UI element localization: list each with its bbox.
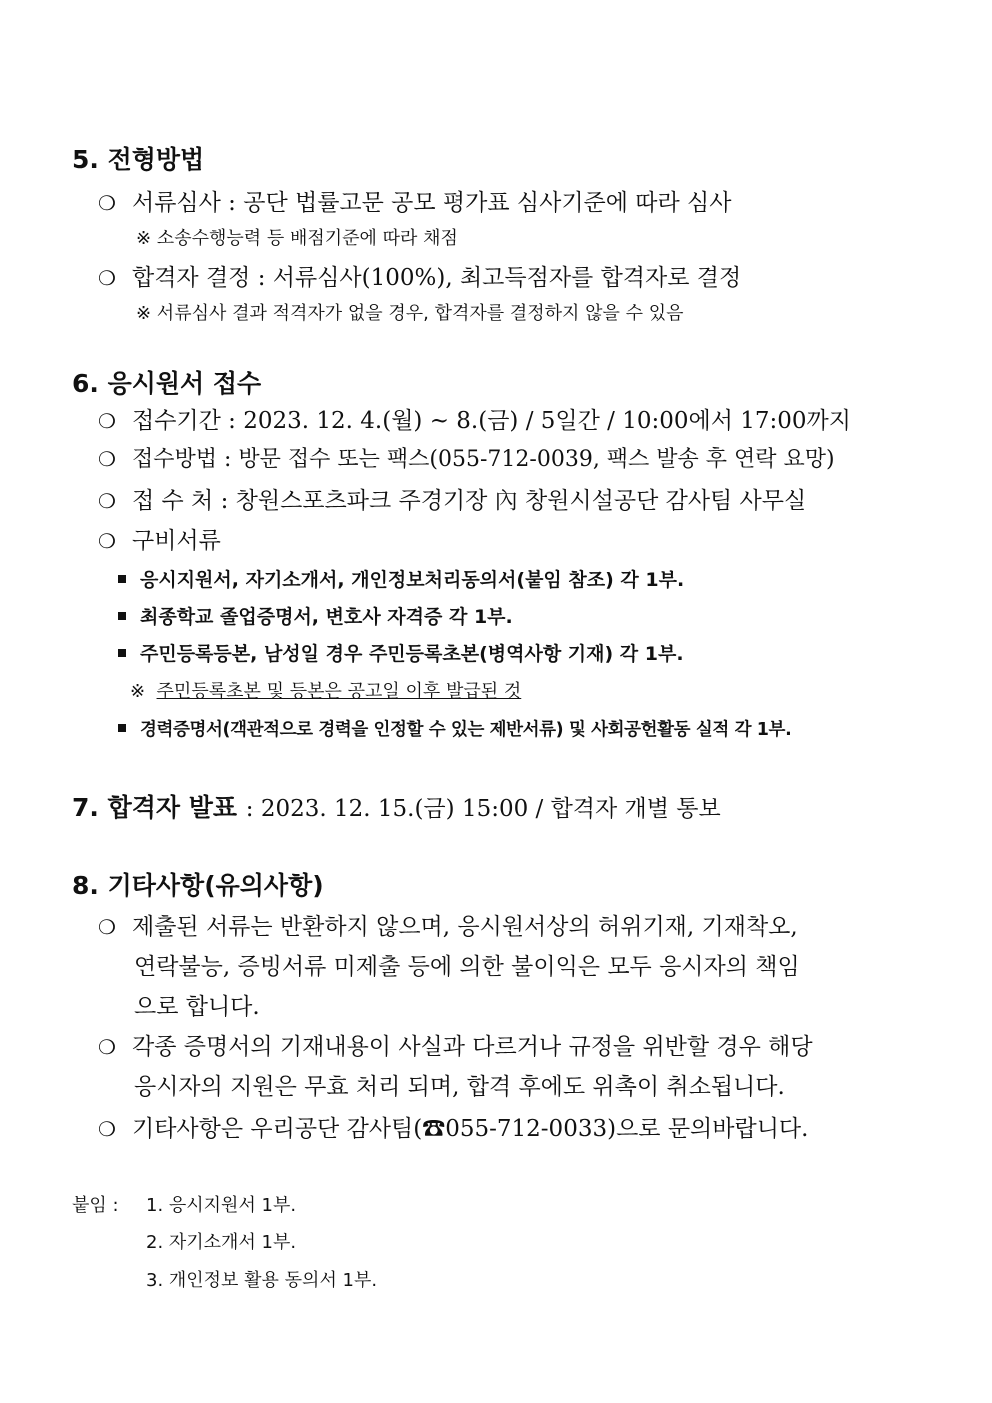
circle-marker-icon: ❍ (98, 489, 116, 513)
section-7 (72, 788, 721, 824)
circle-marker-icon: ❍ (98, 447, 116, 471)
section-8-title: 8. 기타사항(유의사항) (72, 871, 324, 900)
s8-item-2: ❍ 각종 증명서의 기재내용이 사실과 다르거나 규정을 위반할 경우 해당 (98, 1034, 813, 1060)
attachment-2: 2. 자기소개서 1부. (146, 1232, 297, 1253)
square-bullet-icon (118, 724, 126, 732)
circle-marker-icon: ❍ (98, 409, 116, 433)
s6-bullet-3: 주민등록등본, 남성일 경우 주민등록초본(병역사항 기재) 각 1부. (118, 639, 684, 666)
s5-note-2: ※ 서류심사 결과 적격자가 없을 경우, 합격자를 결정하지 않을 수 있음 (136, 303, 684, 324)
s6-bullet-4: 경력증명서(객관적으로 경력을 인정할 수 있는 제반서류) 및 사회공헌활동 실적 각 1부. (118, 716, 791, 741)
s6-item-1: ❍ 접수기간 : 2023. 12. 4.(월) ~ 8.(금) / 5일간 / 10:00에서 17:00까지 (98, 408, 851, 434)
s6-bullet-1: 응시지원서, 자기소개서, 개인정보처리동의서(붙임 참조) 각 1부. (118, 565, 684, 592)
phone-number: ☎055-712-0033 (422, 1116, 608, 1142)
s6-item-4: ❍ 구비서류 (98, 528, 221, 554)
circle-marker-icon: ❍ (98, 266, 116, 290)
s8-item-1-line-3: 으로 합니다. (134, 994, 260, 1020)
attachment-label: 붙임 : (72, 1195, 119, 1216)
s6-item-2: ❍ 접수방법 : 방문 접수 또는 팩스(055-712-0039, 팩스 발송 후 연락 요망) (98, 447, 835, 472)
s8-item-1: ❍ 제출된 서류는 반환하지 않으며, 응시원서상의 허위기재, 기재착오, (98, 914, 798, 940)
section-7-title: 7. 합격자 발표 (72, 793, 238, 822)
circle-marker-icon: ❍ (98, 529, 116, 553)
circle-marker-icon: ❍ (98, 1035, 116, 1059)
square-bullet-icon (118, 649, 126, 657)
section-7-text: : 2023. 12. 15.(금) 15:00 / 합격자 개별 통보 (245, 796, 721, 822)
s6-item-3: ❍ 접 수 처 : 창원스포츠파크 주경기장 內 창원시설공단 감사팀 사무실 (98, 488, 807, 514)
circle-marker-icon: ❍ (98, 1117, 116, 1141)
section-6-title: 6. 응시원서 접수 (72, 369, 262, 398)
circle-marker-icon: ❍ (98, 191, 116, 215)
s6-note: ※ 주민등록초본 및 등본은 공고일 이후 발급된 것 (130, 681, 522, 702)
s5-item-1: ❍ 서류심사 : 공단 법률고문 공모 평가표 심사기준에 따라 심사 (98, 190, 732, 216)
circle-marker-icon: ❍ (98, 915, 116, 939)
s8-item-3: ❍ 기타사항은 우리공단 감사팀(☎055-712-0033)으로 문의바랍니다. (98, 1116, 809, 1142)
attachment-1: 1. 응시지원서 1부. (146, 1195, 297, 1216)
s6-bullet-2: 최종학교 졸업증명서, 변호사 자격증 각 1부. (118, 602, 513, 629)
section-5-title: 5. 전형방법 (72, 145, 205, 174)
s5-note-1: ※ 소송수행능력 등 배점기준에 따라 채점 (136, 228, 458, 249)
s8-item-2-line-2: 응시자의 지원은 무효 처리 되며, 합격 후에도 위촉이 취소됩니다. (134, 1074, 785, 1100)
attachment-3: 3. 개인정보 활용 동의서 1부. (146, 1270, 378, 1291)
s5-item-2: ❍ 합격자 결정 : 서류심사(100%), 최고득점자를 합격자로 결정 (98, 265, 742, 291)
square-bullet-icon (118, 575, 126, 583)
s8-item-1-line-2: 연락불능, 증빙서류 미제출 등에 의한 불이익은 모두 응시자의 책임 (134, 954, 800, 980)
square-bullet-icon (118, 612, 126, 620)
